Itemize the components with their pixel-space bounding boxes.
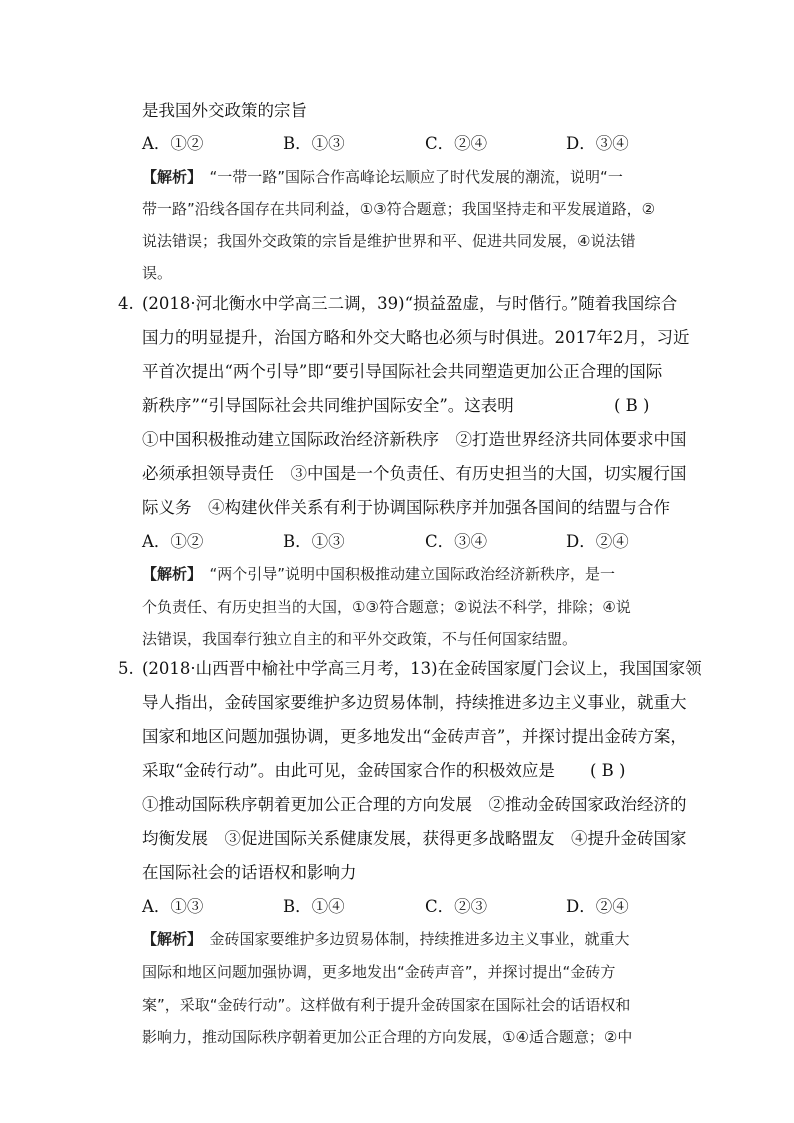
analysis-line: 法错误，我国奉行独立自主的和平外交政策，不与任何国家结盟。 xyxy=(142,630,578,648)
question-4-answer: ( B ) xyxy=(614,396,650,415)
question-4-stem: 国力的明显提升，治国方略和外交大略也必须与时俱进。2017年2月，习近 xyxy=(142,328,690,347)
analysis-line: 【解析】 “一带一路”国际合作高峰论坛顺应了时代发展的潮流，说明“一 xyxy=(142,168,623,186)
question-4-number: 4. xyxy=(118,294,134,313)
analysis-line: 带一路”沿线各国存在共同利益，①③符合题意；我国坚持走和平发展道路，② xyxy=(142,200,656,218)
option-d: D．②④ xyxy=(566,897,629,916)
analysis-line: 案”，采取“金砖行动”。这样做有利于提升金砖国家在国际社会的话语权和 xyxy=(142,996,631,1014)
question-4-choice: ①中国积极推动建立国际政治经济新秩序 ②打造世界经济共同体要求中国 xyxy=(142,430,687,449)
option-a: A．①② xyxy=(142,134,204,153)
option-b: B．①③ xyxy=(283,532,345,551)
analysis-label: 【解析】 xyxy=(142,565,195,583)
question-5-choice: ①推动国际秩序朝着更加公正合理的方向发展 ②推动金砖国家政治经济的 xyxy=(142,795,687,814)
question-4-choice: 必须承担领导责任 ③中国是一个负责任、有历史担当的大国，切实履行国 xyxy=(142,464,687,483)
question-5-stem: 导人指出，金砖国家要维护多边贸易体制，持续推进多边主义事业，就重大 xyxy=(142,693,687,712)
option-a: A．①③ xyxy=(142,897,204,916)
analysis-label: 【解析】 xyxy=(142,930,195,948)
analysis-line: 误。 xyxy=(142,264,173,282)
question-5-number: 5. xyxy=(118,659,134,678)
question-5-choice: 在国际社会的话语权和影响力 xyxy=(142,863,357,882)
analysis-line: 影响力，推动国际秩序朝着更加公正合理的方向发展，①④适合题意；②中 xyxy=(142,1028,633,1046)
question-4-stem: 新秩序”“引导国际社会共同维护国际安全”。这表明 xyxy=(142,396,514,415)
option-b: B．①③ xyxy=(283,134,345,153)
question-4-stem: 平首次提出“两个引导”即“要引导国际社会共同塑造更加公正合理的国际 xyxy=(142,362,663,381)
analysis-line: 国际和地区问题加强协调，更多地发出“金砖声音”，并探讨提出“金砖方 xyxy=(142,963,616,981)
question-5-stem: 采取“金砖行动”。由此可见，金砖国家合作的积极效应是 xyxy=(142,761,555,780)
option-d: D．②④ xyxy=(566,532,629,551)
question-5-choice: 均衡发展 ③促进国际关系健康发展，获得更多战略盟友 ④提升金砖国家 xyxy=(142,829,687,848)
analysis-line: 【解析】 “两个引导”说明中国积极推动建立国际政治经济新秩序，是一 xyxy=(142,565,616,583)
question-5-stem: 国家和地区问题加强协调，更多地发出“金砖声音”，并探讨提出金砖方案， xyxy=(142,727,687,746)
option-c: C．②③ xyxy=(425,897,488,916)
option-a: A．①② xyxy=(142,532,204,551)
question-4-stem: (2018·河北衡水中学高三二调，39)“损益盈虚，与时偕行。”随着我国综合 xyxy=(142,294,678,313)
question-5-stem: (2018·山西晋中榆社中学高三月考，13)在金砖国家厦门会议上，我国国家领 xyxy=(142,659,702,678)
analysis-line: 个负责任、有历史担当的大国，①③符合题意；②说法不科学，排除；④说 xyxy=(142,598,631,616)
question-4-choice: 际义务 ④构建伙伴关系有利于协调国际秩序并加强各国间的结盟与合作 xyxy=(142,498,670,517)
analysis-line: 【解析】 金砖国家要维护多边贸易体制，持续推进多边主义事业，就重大 xyxy=(142,930,630,948)
analysis-label: 【解析】 xyxy=(142,168,195,186)
option-c: C．②④ xyxy=(425,134,488,153)
option-d: D．③④ xyxy=(566,134,629,153)
option-b: B．①④ xyxy=(283,897,345,916)
question-5-answer: ( B ) xyxy=(590,761,626,780)
question-3-stem-tail: 是我国外交政策的宗旨 xyxy=(142,101,307,120)
analysis-line: 说法错误；我国外交政策的宗旨是维护世界和平、促进共同发展，④说法错 xyxy=(142,232,636,250)
option-c: C．③④ xyxy=(425,532,488,551)
